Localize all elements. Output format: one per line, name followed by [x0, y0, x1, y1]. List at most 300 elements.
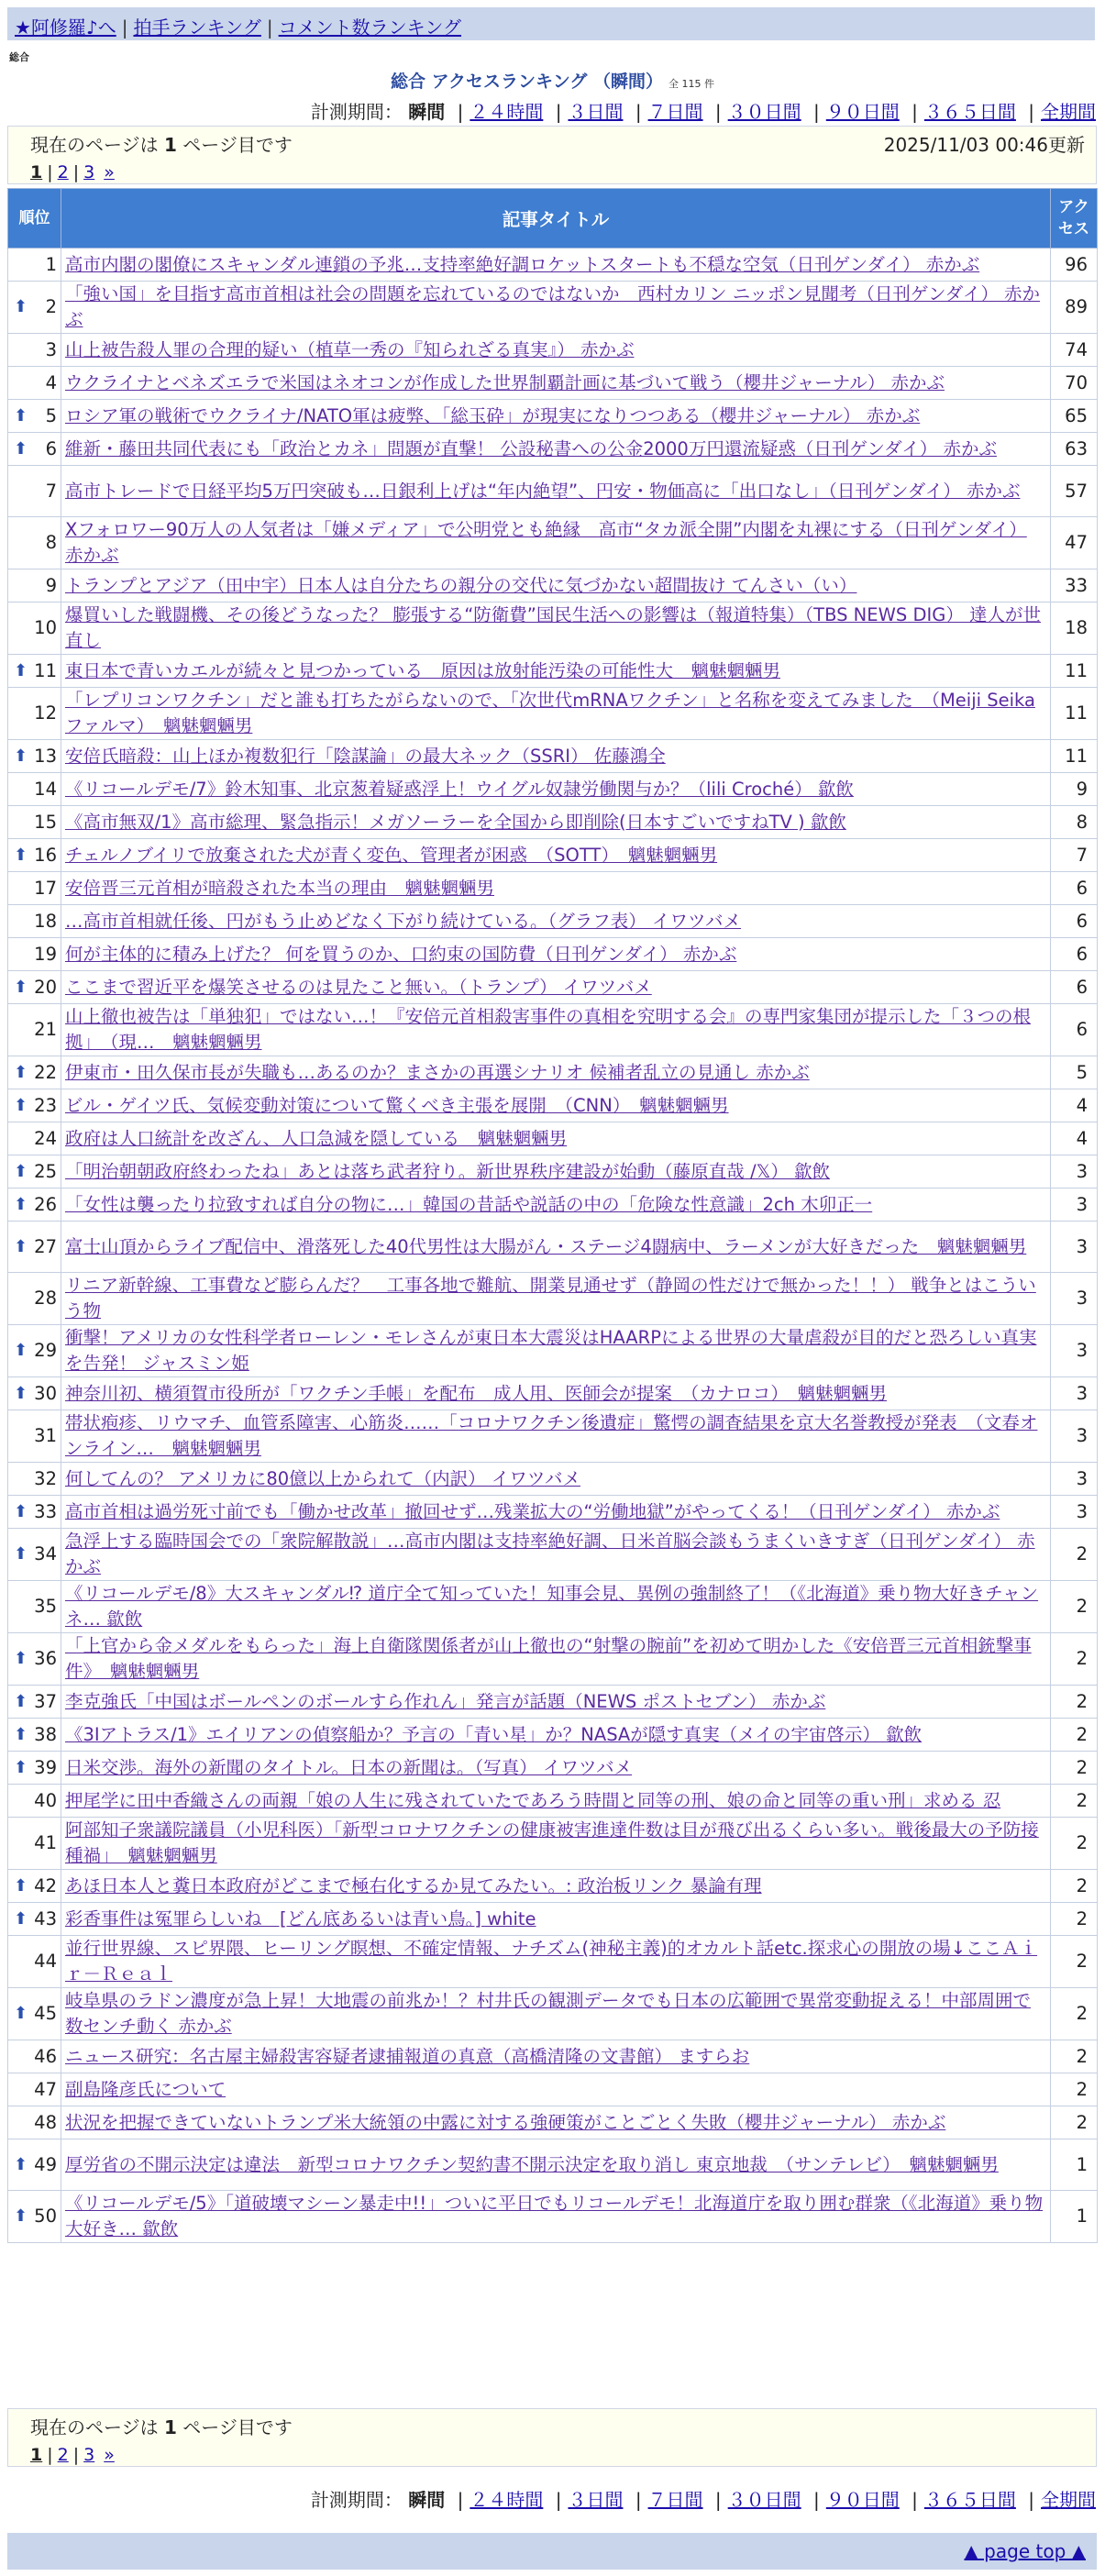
rank-up-arrow-icon: ⬆ — [14, 1875, 28, 1896]
article-title-link[interactable]: 《高市無双/1》高市総理、緊急指示！メガソーラーを全国から即削除(日本すごいですねTV ) 歙飲 — [65, 811, 846, 833]
article-title-link[interactable]: 厚労省の不開示決定は違法 新型コロナワクチン契約書不開示決定を取り消し 東京地裁 （サンテレビ） 魑魅魍魎男 — [65, 2153, 999, 2175]
rank-cell — [8, 688, 61, 740]
access-count: 5 — [1051, 1056, 1098, 1089]
period-link-30d[interactable]: ３０日間 — [727, 2489, 801, 2511]
period-link-365d[interactable]: ３６５日間 — [923, 2489, 1016, 2511]
home-link[interactable]: ★阿修羅♪へ — [15, 17, 116, 39]
title-cell — [61, 1188, 1051, 1222]
title-cell — [61, 2106, 1051, 2139]
table-row — [8, 2139, 1098, 2191]
rank-cell — [8, 1903, 61, 1936]
article-title-link[interactable]: 維新・藤田共同代表にも「政治とカネ」問題が直撃！ 公設秘書への公金2000万円還流疑惑（日刊ゲンダイ） 赤かぶ — [65, 437, 997, 459]
period-selector-bottom: 計測期間： 瞬間 | ２４時間 | ３日間 | ７日間 | ３０日間 | ９０日間 | ３６５日間 | 全期間 — [310, 2489, 1096, 2511]
title-cell — [61, 1903, 1051, 1936]
access-count: 3 — [1051, 1377, 1098, 1410]
page-title: 総合 アクセスランキング （瞬間） — [390, 72, 664, 92]
table-row — [8, 1463, 1098, 1496]
article-title-link[interactable]: 《リコールデモ/5》「道破壊マシーン暴走中!!」ついに平日でもリコールデモ！北海道庁を取り囲む群衆（《北海道》乗り物大好き… 歙飲 — [65, 2193, 1044, 2239]
rank-number: 47 — [34, 2078, 57, 2100]
rank-number: 29 — [34, 1340, 57, 1361]
page-2-link[interactable]: 2 — [57, 162, 69, 182]
rank-up-arrow-icon: ⬆ — [14, 1236, 28, 1256]
access-count: 47 — [1051, 517, 1098, 569]
table-row — [8, 466, 1098, 517]
table-row — [8, 1529, 1098, 1581]
article-title-link[interactable]: 《リコールデモ/8》大スキャンダル⁉ 道庁全て知っていた！知事会見、異例の強制終了！（《北海道》乗り物大好きチャンネ… 歙飲 — [65, 1583, 1039, 1630]
title-cell — [61, 1056, 1051, 1089]
page-info-bottom — [7, 2408, 1097, 2467]
rank-number: 20 — [34, 976, 57, 998]
rank-number: 49 — [34, 2153, 57, 2175]
rank-cell — [8, 1496, 61, 1529]
rank-number: 41 — [34, 1832, 57, 1853]
table-row — [8, 1377, 1098, 1410]
page-info-top — [7, 126, 1097, 184]
article-title-link[interactable]: 阿部知子衆議院議員（小児科医）「新型コロナワクチンの健康被害進達件数は目が飛び出るくらい多い。戦後最大の予防接種禍」 魑魅魍魎男 — [65, 1819, 1039, 1866]
rank-number: 34 — [34, 1543, 57, 1564]
table-row — [8, 1686, 1098, 1719]
access-count: 2 — [1051, 1752, 1098, 1785]
next-page-link[interactable]: » — [104, 162, 115, 182]
period-link-all[interactable]: 全期間 — [1041, 101, 1096, 123]
article-title-link[interactable]: 「女性は襲ったり拉致すれば自分の物に…」韓国の昔話や説話の中の「危険な性意識」2ch 木卯正一 — [65, 1193, 873, 1215]
title-cell — [61, 249, 1051, 282]
title-cell — [61, 2139, 1051, 2191]
article-title-link[interactable]: 日米交渉。海外の新聞のタイトル。日本の新聞は。（写真） イワツバメ — [65, 1756, 633, 1778]
rank-cell — [8, 1633, 61, 1686]
page-top-link[interactable]: ▲ page top ▲ — [964, 2540, 1086, 2562]
title-cell — [61, 1155, 1051, 1188]
article-title-link[interactable]: 高市内閣の閣僚にスキャンダル連鎖の予兆…支持率絶好調ロケットスタートも不穏な空気（日刊ゲンダイ） 赤かぶ — [65, 253, 980, 275]
table-row — [8, 400, 1098, 433]
rank-number: 36 — [34, 1648, 57, 1669]
rank-up-arrow-icon: ⬆ — [14, 746, 28, 766]
access-count: 7 — [1051, 839, 1098, 872]
rank-cell — [8, 249, 61, 282]
rank-number: 4 — [45, 371, 57, 393]
rank-number: 1 — [45, 253, 57, 275]
article-title-link[interactable]: チェルノブイリで放棄された犬が青く変色、管理者が困惑 （SOTT） 魑魅魍魎男 — [65, 844, 718, 866]
title-cell — [61, 1496, 1051, 1529]
article-title-link[interactable]: 状況を把握できていないトランプ米大統領の中露に対する強硬策がことごとく失敗（櫻井ジャーナル） 赤かぶ — [65, 2111, 946, 2133]
rank-up-arrow-icon: ⬆ — [14, 1194, 28, 1214]
article-title-link[interactable]: 安倍氏暗殺：山上ほか複数犯行「陰謀論」の最大ネック（SSRI） 佐藤鴻全 — [65, 745, 666, 767]
rank-up-arrow-icon: ⬆ — [14, 1383, 28, 1403]
rank-up-arrow-icon: ⬆ — [14, 1908, 28, 1929]
rank-cell — [8, 1004, 61, 1056]
article-title-link[interactable]: 帯状疱疹、リウマチ、血管系障害、心筋炎……「コロナワクチン後遺症」驚愕の調査結果を京大名誉教授が発表 （文春オンライン… 魑魅魍魎男 — [65, 1412, 1038, 1459]
rank-cell — [8, 1818, 61, 1870]
article-title-link[interactable]: ウクライナとベネズエラで米国はネオコンが作成した世界制覇計画に基づいて戦う（櫻井ジャーナル） 赤かぶ — [65, 371, 945, 393]
table-row — [8, 1785, 1098, 1818]
article-title-link[interactable]: 高市トレードで日経平均5万円突破も…日銀利上げは“年内絶望”、円安・物価高に「出口なし」（日刊ゲンダイ） 赤かぶ — [65, 480, 1021, 502]
rank-number: 22 — [34, 1061, 57, 1083]
access-count: 3 — [1051, 1155, 1098, 1188]
nav-separator: | — [121, 17, 128, 39]
access-count: 65 — [1051, 400, 1098, 433]
title-cell — [61, 433, 1051, 466]
rank-cell — [8, 872, 61, 905]
rank-up-arrow-icon: ⬆ — [14, 1544, 28, 1564]
comment-ranking-link[interactable]: コメント数ランキング — [278, 17, 462, 39]
article-title-link[interactable]: 李克強氏「中国はボールペンのボールすら作れん」発言が話題（NEWS ポストセブン） 赤かぶ — [65, 1690, 826, 1712]
page-3-link[interactable]: 3 — [83, 2445, 95, 2465]
period-link-3d[interactable]: ３日間 — [568, 2489, 624, 2511]
rank-number: 15 — [34, 811, 57, 833]
rank-up-arrow-icon: ⬆ — [14, 977, 28, 997]
title-cell — [61, 1529, 1051, 1581]
access-count: 6 — [1051, 1004, 1098, 1056]
access-count: 57 — [1051, 466, 1098, 517]
article-title-link[interactable]: 山上被告殺人罪の合理的疑い（植草一秀の『知られざる真実』） 赤かぶ — [65, 338, 635, 360]
page-2-link[interactable]: 2 — [57, 2445, 69, 2465]
title-cell — [61, 839, 1051, 872]
period-link-90d[interactable]: ９０日間 — [825, 101, 900, 123]
rank-cell — [8, 1410, 61, 1463]
title-cell — [61, 1785, 1051, 1818]
period-current: 瞬間 — [408, 2489, 446, 2511]
period-link-30d[interactable]: ３０日間 — [727, 101, 801, 123]
article-title-link[interactable]: 安倍晋三元首相が暗殺された本当の理由 魑魅魍魎男 — [65, 877, 495, 899]
table-row — [8, 2191, 1098, 2243]
rank-header: 順位 — [8, 189, 61, 249]
rank-number: 42 — [34, 1874, 57, 1896]
rank-cell — [8, 1222, 61, 1273]
access-count: 3 — [1051, 1410, 1098, 1463]
access-count: 8 — [1051, 806, 1098, 839]
rank-number: 12 — [34, 702, 57, 724]
title-cell — [61, 400, 1051, 433]
rank-cell — [8, 1581, 61, 1633]
rank-cell — [8, 1188, 61, 1222]
rank-number: 19 — [34, 943, 57, 965]
rank-number: 35 — [34, 1596, 57, 1617]
table-row — [8, 1273, 1098, 1325]
access-count: 11 — [1051, 688, 1098, 740]
bottom-bar — [7, 2533, 1097, 2570]
table-row — [8, 688, 1098, 740]
title-cell — [61, 1581, 1051, 1633]
article-title-link[interactable]: 押尾学に田中香織さんの両親「娘の人生に残されていたであろう時間と同等の刑、娘の命と同等の重い刑」求める 忍 — [65, 1789, 1001, 1811]
rank-cell — [8, 740, 61, 773]
article-title-link[interactable]: ニュース研究：名古屋主婦殺害容疑者逮捕報道の真意（高橋清隆の文書館） ますらお — [65, 2045, 750, 2067]
article-title-link[interactable]: 山上徹也被告は「単独犯」ではない…！『安倍元首相殺害事件の真相を究明する会』の専門家集団が提示した「３つの根拠」 （現… 魑魅魍魎男 — [65, 1006, 1032, 1053]
article-title-link[interactable]: 高市首相は過労死寸前でも「働かせ改革」撤回せず…残業拡大の“労働地獄”がやってくる！（日刊ゲンダイ） 赤かぶ — [65, 1500, 1000, 1522]
total-count: 全 115 件 — [669, 78, 715, 90]
rank-number: 46 — [34, 2045, 57, 2067]
access-count: 6 — [1051, 971, 1098, 1004]
title-cell — [61, 1325, 1051, 1377]
access-count: 6 — [1051, 938, 1098, 971]
page-3-link[interactable]: 3 — [83, 162, 95, 182]
article-title-link[interactable]: 何してんの？ アメリカに80億以上かられて（内訳） イワツバメ — [65, 1467, 580, 1489]
rank-cell — [8, 1529, 61, 1581]
title-cell — [61, 1870, 1051, 1903]
article-title-link[interactable]: 「強い国」を目指す高市首相は社会の問題を忘れているのではないか 西村カリン ニッポン見聞考（日刊ゲンダイ） 赤かぶ — [65, 283, 1041, 330]
clap-ranking-link[interactable]: 拍手ランキング — [133, 17, 261, 39]
period-label: 計測期間： — [310, 2489, 403, 2511]
rank-cell — [8, 282, 61, 334]
access-count: 63 — [1051, 433, 1098, 466]
access-count: 3 — [1051, 1273, 1098, 1325]
access-count: 4 — [1051, 1089, 1098, 1122]
access-count: 11 — [1051, 740, 1098, 773]
table-row — [8, 1056, 1098, 1089]
table-row — [8, 971, 1098, 1004]
table-row — [8, 2106, 1098, 2139]
rank-cell — [8, 773, 61, 806]
title-cell — [61, 1686, 1051, 1719]
title-cell — [61, 1752, 1051, 1785]
table-row — [8, 1222, 1098, 1273]
access-count: 2 — [1051, 1529, 1098, 1581]
article-title-link[interactable]: 「レプリコンワクチン」だと誰も打ちたがらないので、「次世代mRNAワクチン」と名称を変えてみました （Meiji Seikaファルマ） 魑魅魍魎男 — [65, 690, 1035, 736]
rank-number: 33 — [34, 1500, 57, 1522]
period-link-all[interactable]: 全期間 — [1041, 2489, 1096, 2511]
rank-number: 16 — [34, 844, 57, 866]
table-row — [8, 1752, 1098, 1785]
rank-number: 25 — [34, 1160, 57, 1182]
period-link-7d[interactable]: ７日間 — [647, 101, 703, 123]
title-cell — [61, 517, 1051, 569]
rank-number: 38 — [34, 1723, 57, 1745]
table-row — [8, 334, 1098, 367]
period-link-7d[interactable]: ７日間 — [647, 2489, 703, 2511]
rank-cell — [8, 1870, 61, 1903]
title-header: 記事タイトル — [61, 189, 1051, 249]
table-row — [8, 1188, 1098, 1222]
category-label: 総合 — [9, 51, 29, 63]
article-title-link[interactable]: ロシア軍の戦術でウクライナ/NATO軍は疲弊、「総玉砕」が現実になりつつある（櫻井ジャーナル） 赤かぶ — [65, 404, 921, 426]
title-cell — [61, 569, 1051, 603]
article-title-link[interactable]: 政府は人口統計を改ざん、人口急減を隠している 魑魅魍魎男 — [65, 1127, 568, 1149]
rank-number: 30 — [34, 1382, 57, 1404]
title-cell — [61, 1719, 1051, 1752]
title-cell — [61, 872, 1051, 905]
access-count: 2 — [1051, 2073, 1098, 2106]
rank-number: 24 — [34, 1127, 57, 1149]
access-count: 3 — [1051, 1463, 1098, 1496]
table-row — [8, 839, 1098, 872]
rank-up-arrow-icon: ⬆ — [14, 1341, 28, 1360]
title-cell — [61, 2191, 1051, 2243]
title-cell — [61, 1377, 1051, 1410]
article-title-link[interactable]: トランプとアジア（田中宇）日本人は自分たちの親分の交代に気づかない超間抜け てんさい（い） — [65, 574, 857, 596]
table-row — [8, 517, 1098, 569]
article-title-link[interactable]: ビル・ゲイツ氏、気候変動対策について驚くべき主張を展開 （CNN） 魑魅魍魎男 — [65, 1094, 729, 1116]
article-title-link[interactable]: 「上官から金メダルをもらった」海上自衛隊関係者が山上徹也の“射撃の腕前”を初めて明かした《安倍晋三元首相銃撃事件》 魑魅魍魎男 — [65, 1635, 1032, 1682]
rank-up-arrow-icon: ⬆ — [14, 2206, 28, 2226]
ranking-table — [7, 188, 1098, 2243]
table-row — [8, 2073, 1098, 2106]
table-row — [8, 1719, 1098, 1752]
title-cell — [61, 466, 1051, 517]
rank-cell — [8, 1752, 61, 1785]
period-link-24h[interactable]: ２４時間 — [470, 2489, 544, 2511]
ranking-rows — [8, 249, 1098, 2243]
rank-cell — [8, 905, 61, 938]
article-title-link[interactable]: 彩香事件は冤罪らしいね [どん底あるいは青い鳥。] white — [65, 1907, 536, 1929]
article-title-link[interactable]: Xフォロワー90万人の人気者は「嫌メディア」で公明党とも絶縁 高市“タカ派全開”内閣を丸裸にする（日刊ゲンダイ） 赤かぶ — [65, 519, 1027, 566]
pagination-bottom: 1 | 2 | 3 » — [30, 2445, 115, 2465]
article-title-link[interactable]: 富士山頂からライブ配信中、滑落死した40代男性は大腸がん・ステージ4闘病中、ラーメンが大好きだった 魑魅魍魎男 — [65, 1235, 1027, 1257]
rank-number: 11 — [34, 659, 57, 681]
title-cell — [61, 1463, 1051, 1496]
article-title-link[interactable]: 「明治朝朝政府終わったね」あとは落ち武者狩り。新世界秩序建設が始動（藤原直哉 /𝕏） 歙飲 — [65, 1160, 830, 1182]
article-title-link[interactable]: 何が主体的に積み上げた？ 何を買うのか、口約束の国防費（日刊ゲンダイ） 赤かぶ — [65, 943, 737, 965]
rank-number: 18 — [34, 910, 57, 932]
period-label: 計測期間： — [310, 101, 403, 123]
access-count: 2 — [1051, 2106, 1098, 2139]
article-title-link[interactable]: 急浮上する臨時国会での「衆院解散説」…高市内閣は支持率絶好調、日米首脳会談もうまくいきすぎ（日刊ゲンダイ） 赤かぶ — [65, 1531, 1035, 1577]
access-count: 6 — [1051, 905, 1098, 938]
title-cell — [61, 938, 1051, 971]
rank-cell — [8, 971, 61, 1004]
access-count: 3 — [1051, 1496, 1098, 1529]
table-row — [8, 1903, 1098, 1936]
rank-number: 45 — [34, 2003, 57, 2024]
rank-up-arrow-icon: ⬆ — [14, 1691, 28, 1711]
period-link-24h[interactable]: ２４時間 — [470, 101, 544, 123]
title-cell — [61, 282, 1051, 334]
rank-cell — [8, 1785, 61, 1818]
rank-cell — [8, 839, 61, 872]
rank-cell — [8, 400, 61, 433]
article-title-link[interactable]: リニア新幹線、工事費など膨らんだ？ 工事各地で難航、開業見通せず（静岡の性だけで無かった！！） 戦争とはこういう物 — [65, 1275, 1036, 1321]
table-row — [8, 1325, 1098, 1377]
rank-up-arrow-icon: ⬆ — [14, 405, 28, 426]
rank-cell — [8, 1686, 61, 1719]
access-count: 89 — [1051, 282, 1098, 334]
rank-cell — [8, 1122, 61, 1155]
rank-up-arrow-icon: ⬆ — [14, 1649, 28, 1668]
next-page-link[interactable]: » — [104, 2445, 115, 2465]
page-1-current: 1 — [30, 2445, 43, 2465]
title-cell — [61, 806, 1051, 839]
access-count: 2 — [1051, 1936, 1098, 1988]
pagination-top: 1 | 2 | 3 » — [30, 162, 115, 182]
article-title-link[interactable]: 《3Iアトラス/1》エイリアンの偵察船か？予言の「青い星」か？NASAが隠す真実（メイの宇宙啓示） 歙飲 — [65, 1723, 923, 1745]
table-row — [8, 603, 1098, 655]
access-count: 2 — [1051, 2040, 1098, 2073]
article-title-link[interactable]: 伊東市・田久保市長が失職も…あるのか？まさかの再選シナリオ 候補者乱立の見通し 赤かぶ — [65, 1061, 810, 1083]
rank-cell — [8, 655, 61, 688]
access-count: 4 — [1051, 1122, 1098, 1155]
title-cell — [61, 688, 1051, 740]
access-count: 18 — [1051, 603, 1098, 655]
table-row — [8, 1122, 1098, 1155]
article-title-link[interactable]: 爆買いした戦闘機、その後どうなった？ 膨張する“防衛費”国民生活への影響は（報道特集）（TBS NEWS DIG） 達人が世直し — [65, 604, 1042, 651]
article-title-link[interactable]: …高市首相就任後、円がもう止めどなく下がり続けている。（グラフ表） イワツバメ — [65, 910, 742, 932]
access-count: 2 — [1051, 1686, 1098, 1719]
article-title-link[interactable]: 神奈川初、横須賀市役所が「ワクチン手帳」を配布 成人用、医師会が提案 （カナロコ） 魑魅魍魎男 — [65, 1382, 888, 1404]
rank-number: 48 — [34, 2111, 57, 2133]
table-row — [8, 2040, 1098, 2073]
period-current: 瞬間 — [408, 101, 446, 123]
table-row — [8, 1818, 1098, 1870]
table-row — [8, 905, 1098, 938]
table-row — [8, 938, 1098, 971]
article-title-link[interactable]: 衝撃！アメリカの女性科学者ローレン・モレさんが東日本大震災はHAARPによる世界の大量虐殺が目的だと恐ろしい真実を告発！ ジャスミン姫 — [65, 1327, 1037, 1374]
table-row — [8, 872, 1098, 905]
title-cell — [61, 2073, 1051, 2106]
rank-up-arrow-icon: ⬆ — [14, 1501, 28, 1521]
table-row — [8, 282, 1098, 334]
access-count: 2 — [1051, 1785, 1098, 1818]
rank-cell — [8, 1089, 61, 1122]
table-row — [8, 1870, 1098, 1903]
rank-cell — [8, 569, 61, 603]
table-row — [8, 569, 1098, 603]
rank-cell — [8, 334, 61, 367]
table-row — [8, 655, 1098, 688]
period-link-365d[interactable]: ３６５日間 — [923, 101, 1016, 123]
rank-cell — [8, 1377, 61, 1410]
period-link-90d[interactable]: ９０日間 — [825, 2489, 900, 2511]
table-row — [8, 367, 1098, 400]
rank-cell — [8, 1463, 61, 1496]
article-title-link[interactable]: 副島隆彦氏について — [65, 2078, 227, 2100]
rank-up-arrow-icon: ⬆ — [14, 1161, 28, 1181]
rank-number: 39 — [34, 1756, 57, 1778]
access-count: 2 — [1051, 1903, 1098, 1936]
rank-cell — [8, 1155, 61, 1188]
rank-up-arrow-icon: ⬆ — [14, 1095, 28, 1115]
rank-cell — [8, 466, 61, 517]
rank-number: 21 — [34, 1019, 57, 1040]
table-row — [8, 1004, 1098, 1056]
access-count: 2 — [1051, 1818, 1098, 1870]
rank-number: 50 — [34, 2206, 57, 2227]
table-row — [8, 806, 1098, 839]
rank-cell — [8, 938, 61, 971]
table-row — [8, 1988, 1098, 2040]
title-cell — [61, 1089, 1051, 1122]
access-count: 74 — [1051, 334, 1098, 367]
article-title-link[interactable]: 岐阜県のラドン濃度が急上昇！大地震の前兆か！？村井氏の観測データでも日本の広範囲で異常変動捉える！中部周囲で数センチ動く 赤かぶ — [65, 1990, 1032, 2037]
rank-cell — [8, 2073, 61, 2106]
rank-up-arrow-icon: ⬆ — [14, 2154, 28, 2174]
rank-number: 28 — [34, 1288, 57, 1309]
rank-up-arrow-icon: ⬆ — [14, 1062, 28, 1082]
rank-cell — [8, 2106, 61, 2139]
rank-cell — [8, 367, 61, 400]
title-cell — [61, 1004, 1051, 1056]
nav-separator: | — [266, 17, 273, 39]
rank-number: 7 — [45, 480, 57, 502]
title-cell — [61, 655, 1051, 688]
access-count: 1 — [1051, 2191, 1098, 2243]
rank-up-arrow-icon: ⬆ — [14, 438, 28, 459]
period-selector-top: 計測期間： 瞬間 | ２４時間 | ３日間 | ７日間 | ３０日間 | ９０日間 | ３６５日間 | 全期間 — [310, 101, 1096, 123]
article-title-link[interactable]: 東日本で青いカエルが続々と見つかっている 原因は放射能汚染の可能性大 魑魅魍魎男 — [65, 659, 781, 681]
article-title-link[interactable]: 並行世界線、スピ界隈、ヒーリング瞑想、不確定情報、ナチズム(神秘主義)的オカルト話etc.探求心の開放の場↓ここＡｉｒ－Ｒｅａｌ — [65, 1938, 1038, 1985]
article-title-link[interactable]: ここまで習近平を爆笑させるのは見たこと無い。（トランプ） イワツバメ — [65, 976, 652, 998]
rank-number: 3 — [45, 338, 57, 360]
title-cell — [61, 1410, 1051, 1463]
article-title-link[interactable]: あほ日本人と糞日本政府がどこまで極右化するか見てみたい。: 政治板リンク 暴論有理 — [65, 1874, 762, 1896]
rank-up-arrow-icon: ⬆ — [14, 297, 28, 316]
period-link-3d[interactable]: ３日間 — [568, 101, 624, 123]
rank-cell — [8, 806, 61, 839]
rank-up-arrow-icon: ⬆ — [14, 1724, 28, 1744]
title-cell — [61, 971, 1051, 1004]
rank-number: 5 — [45, 404, 57, 426]
rank-number: 9 — [45, 574, 57, 596]
table-row — [8, 1496, 1098, 1529]
article-title-link[interactable]: 《リコールデモ/7》鈴木知事、北京葱着疑惑浮上！ウイグル奴隷労働関与か？（lili Croché） 歙飲 — [65, 778, 854, 800]
rank-cell — [8, 1988, 61, 2040]
